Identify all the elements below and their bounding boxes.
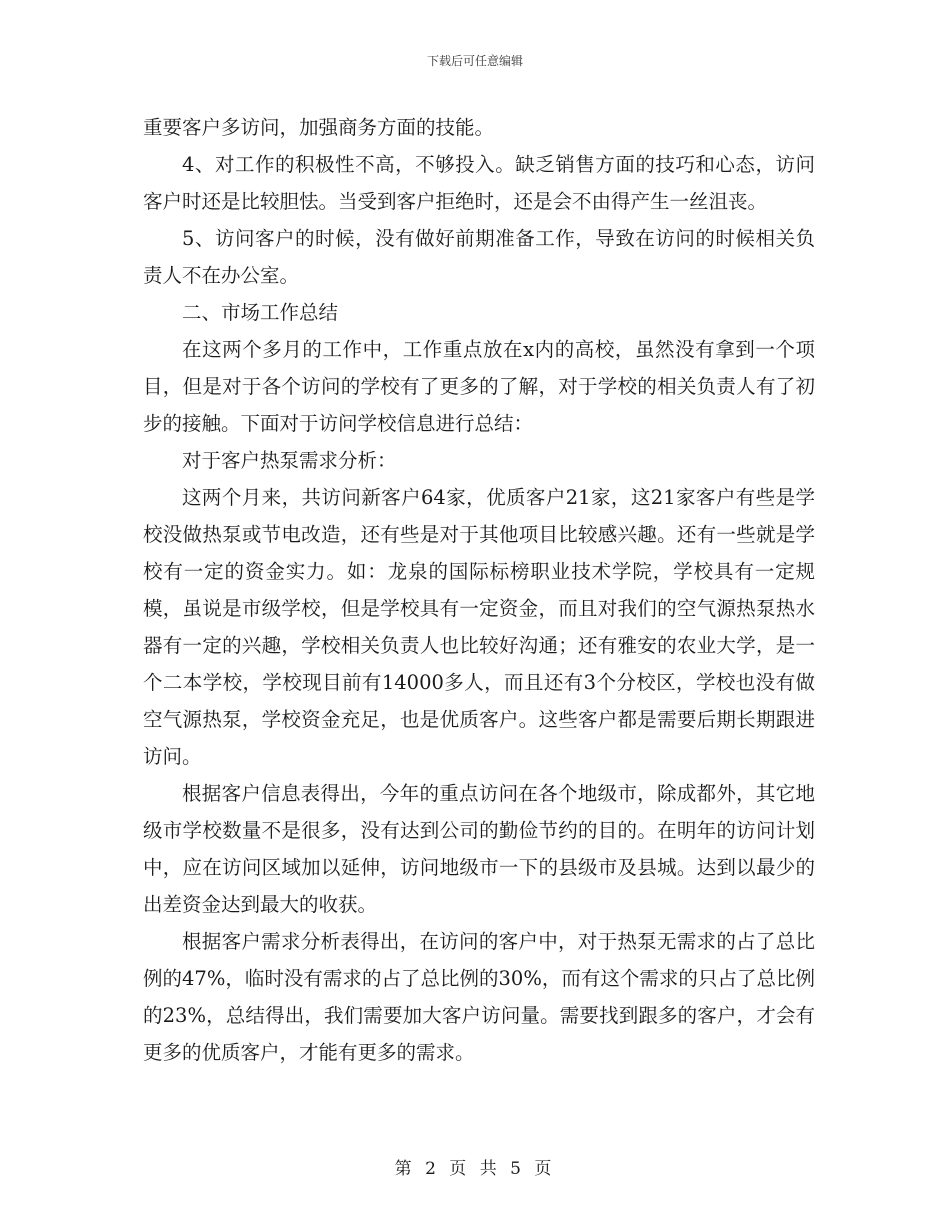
page-header: 下载后可任意编辑 xyxy=(426,54,523,68)
paragraph: 根据客户需求分析表得出，在访问的客户中，对于热泵无需求的占了总比例的47%，临时没有需求的占了总比例的30%，而有这个需求的只占了总比例的23%，总结得出，我们需要加大客户访问量。需要找到跟多的客户，才会有更多的优质客户，才能有更多的需求。 xyxy=(143,930,815,1064)
section-heading: 二、市场工作总结 xyxy=(182,301,339,324)
subheading: 对于客户热泵需求分析： xyxy=(182,449,397,472)
paragraph: 5、访问客户的时候，没有做好前期准备工作，导致在访问的时候相关负责人不在办公室。 xyxy=(143,227,815,287)
paragraph: 根据客户信息表得出，今年的重点访问在各个地级市，除成都外，其它地级市学校数量不是很多，没有达到公司的勤俭节约的目的。在明年的访问计划中，应在访问区域加以延伸，访问地级市一下的县级市及县城。达到以最少的出差资金达到最大的收获。 xyxy=(143,782,815,916)
paragraph: 重要客户多访问，加强商务方面的技能。 xyxy=(143,116,495,139)
paragraph: 这两个月来，共访问新客户64家，优质客户21家，这21家客户有些是学校没做热泵或节电改造，还有些是对于其他项目比较感兴趣。还有一些就是学校有一定的资金实力。如：龙泉的国际标榜职业技术学院，学校具有一定规模，虽说是市级学校，但是学校具有一定资金，而且对我们的空气源热泵热水器有一定的兴趣，学校相关负责人也比较好沟通；还有雅安的农业大学，是一个二本学校，学校现目前有14000多人，而且还有3个分校区，学校也没有做空气源热泵，学校资金充足，也是优质客户。这些客户都是需要后期长期跟进访问。 xyxy=(143,486,815,768)
document-body xyxy=(143,109,815,1071)
page-number-footer: 第 2 页 共 5 页 xyxy=(394,1159,556,1179)
paragraph: 4、对工作的积极性不高，不够投入。缺乏销售方面的技巧和心态，访问客户时还是比较胆怯。当受到客户拒绝时，还是会不由得产生一丝沮丧。 xyxy=(143,153,815,213)
paragraph: 在这两个多月的工作中，工作重点放在x内的高校，虽然没有拿到一个项目，但是对于各个访问的学校有了更多的了解，对于学校的相关负责人有了初步的接触。下面对于访问学校信息进行总结： xyxy=(143,338,815,435)
